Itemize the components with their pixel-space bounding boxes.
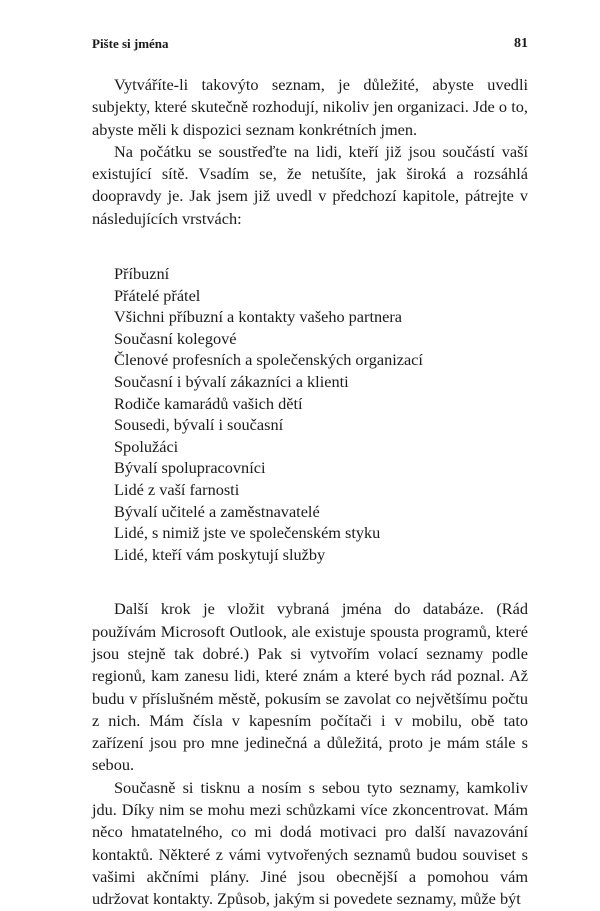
list-item: Rodiče kamarádů vašich dětí	[114, 393, 303, 413]
list-item: Členové profesních a společenských organizací	[114, 350, 423, 370]
list-item: Současní i bývalí zákazníci a klienti	[114, 372, 349, 392]
list-item: Lidé, s nimiž jste ve společenském styku	[114, 523, 381, 543]
paragraph: Vytváříte-li takovýto seznam, je důležité, abyste uvedli subjekty, které skutečně rozhodují, nikoliv jen organizaci. Jde o to, abyste měli k dispozici seznam konkrétních jmen.	[92, 75, 528, 139]
list-item: Přátelé přátel	[114, 285, 201, 305]
running-header	[92, 36, 528, 56]
paragraph: Další krok je vložit vybraná jména do databáze. (Rád používám Microsoft Outlook, ale existuje spousta programů, které jsou stejně tak dobré.) Pak si vytvořím volací seznamy podle regionů, kam zanesu lidi, které znám a které bych rád poznal. Až budu v příslušném městě, pokusím se zavolat co největšímu počtu z nich. Mám čísla v kapesním počítači i v mobilu, obě tato zařízení jsou pro mne jedinečná a důležitá, proto je mám stále s sebou.	[92, 599, 528, 775]
network-layers-list	[114, 263, 528, 565]
list-item: Lidé, kteří vám poskytují služby	[114, 544, 326, 564]
list-item: Současní kolegové	[114, 328, 237, 348]
list-item: Spolužáci	[114, 436, 179, 456]
list-item: Všichni příbuzní a kontakty vašeho partnera	[114, 307, 402, 327]
paragraph: Současně si tisknu a nosím s sebou tyto seznamy, kamkoliv jdu. Díky nim se mohu mezi schůzkami více zkoncentrovat. Mám něco hmatatelného, co mi dodá motivaci pro další navazování kontaktů. Některé z vámi vytvořených seznamů budou souviset s vašimi akčními plány. Jiné jsou obecnější a pomohou vám udržovat kontakty. Způsob, jakým si povedete seznamy, může být	[92, 777, 528, 909]
page-number: 81	[514, 36, 528, 51]
list-item: Lidé z vaší farnosti	[114, 480, 240, 500]
list-item: Bývalí spolupracovníci	[114, 458, 266, 478]
page-body	[92, 74, 528, 911]
list-item: Bývalí učitelé a zaměstnavatelé	[114, 501, 320, 521]
paragraph: Na počátku se soustřeďte na lidi, kteří již jsou součástí vaší existující sítě. Vsadím se, že netušíte, jak široká a rozsáhlá doopravdy je. Jak jsem již uvedl v předchozí kapitole, pátrejte v následujících vrstvách:	[92, 141, 528, 228]
list-item: Příbuzní	[114, 264, 170, 284]
chapter-title: Pište si jména	[92, 36, 169, 51]
list-item: Sousedi, bývalí i současní	[114, 415, 284, 435]
